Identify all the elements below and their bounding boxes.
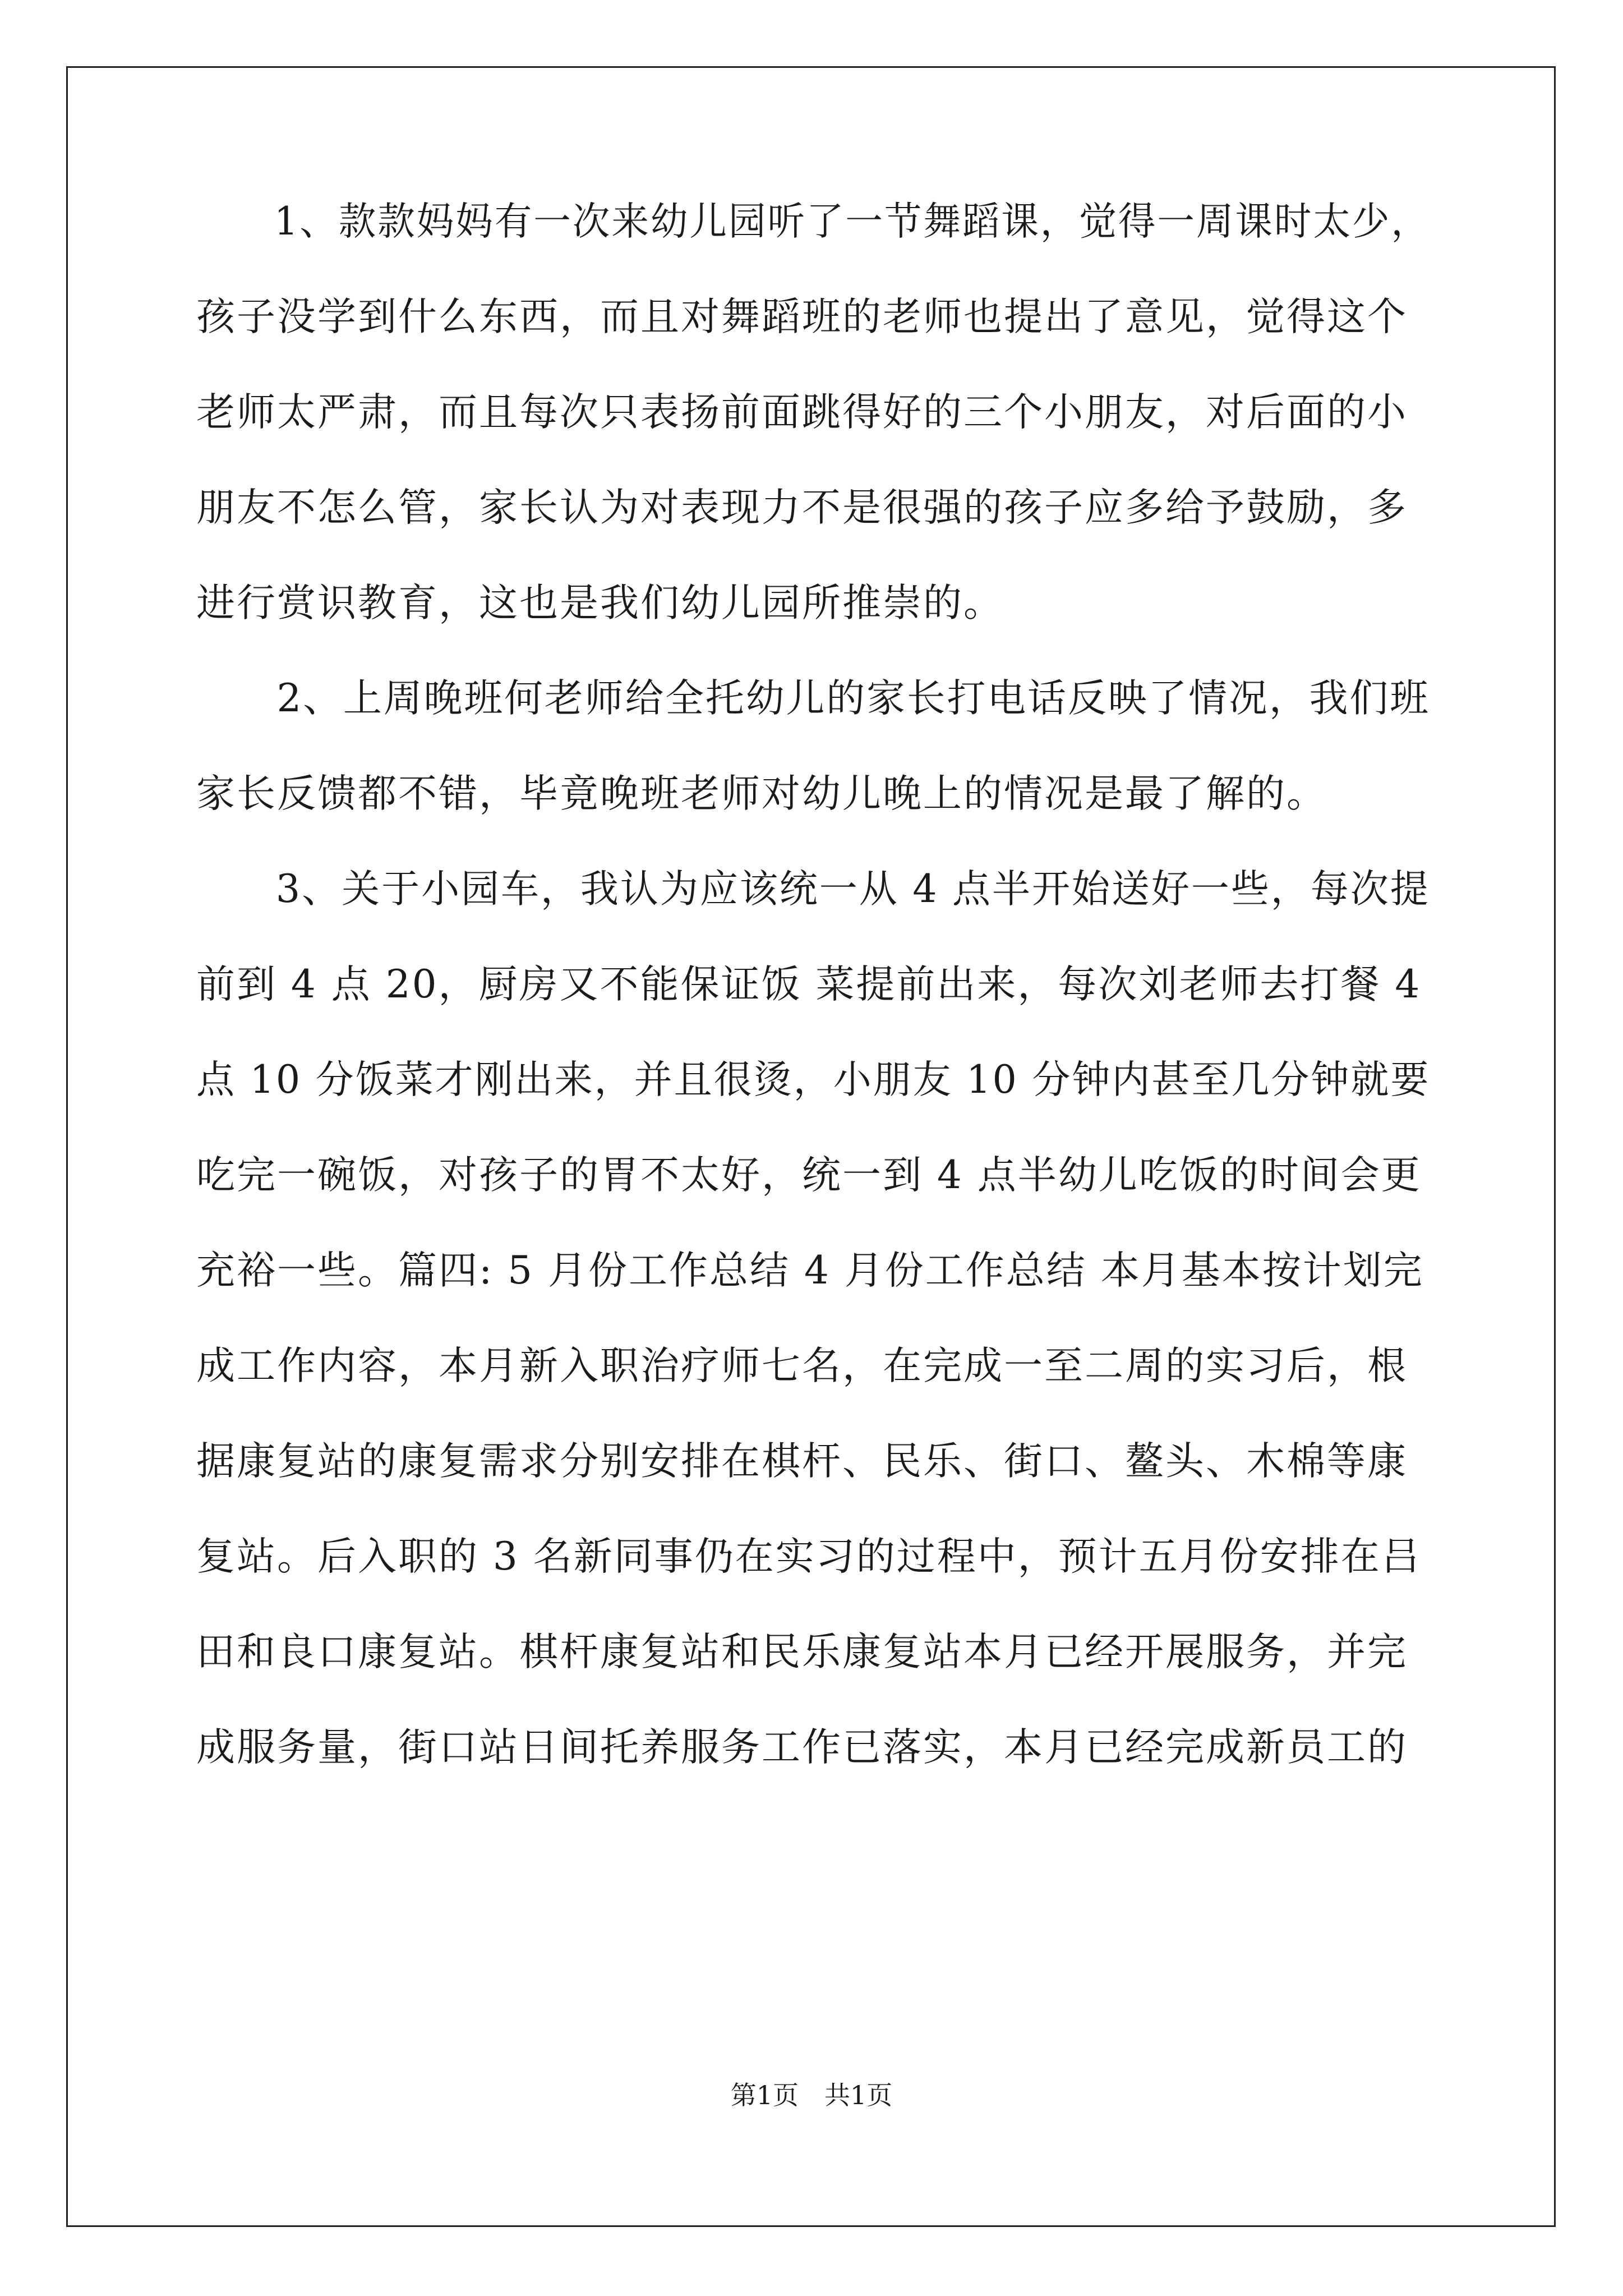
text-line: 3、关于小园车，我认为应该统一从 4 点半开始送好一些，每次提 — [196, 867, 1430, 912]
text-line: 老师太严肃，而且每次只表扬前面跳得好的三个小朋友，对后面的小 — [196, 390, 1408, 435]
text-line: 复站。后入职的 3 名新同事仍在实习的过程中，预计五月份安排在吕 — [196, 1534, 1422, 1579]
text-line: 前到 4 点 20，厨房又不能保证饭 菜提前出来，每次刘老师去打餐 4 — [196, 962, 1422, 1007]
text-line: 1、款款妈妈有一次来幼儿园听了一节舞蹈课，觉得一周课时太少， — [196, 199, 1430, 244]
text-line: 进行赏识教育，这也是我们幼儿园所推崇的。 — [196, 581, 1004, 625]
text-line: 孩子没学到什么东西，而且对舞蹈班的老师也提出了意见，觉得这个 — [196, 295, 1408, 339]
text-line: 成服务量，街口站日间托养服务工作已落实，本月已经完成新员工的 — [196, 1725, 1408, 1770]
text-line: 朋友不怎么管，家长认为对表现力不是很强的孩子应多给予鼓励，多 — [196, 485, 1408, 530]
text-line: 据康复站的康复需求分别安排在棋杆、民乐、街口、鳌头、木棉等康 — [196, 1439, 1408, 1484]
text-line: 吃完一碗饭，对孩子的胃不太好，统一到 4 点半幼儿吃饭的时间会更 — [196, 1153, 1422, 1198]
text-line: 家长反馈都不错，毕竟晚班老师对幼儿晚上的情况是最了解的。 — [196, 771, 1327, 816]
text-line: 2、上周晚班何老师给全托幼儿的家长打电话反映了情况，我们班 — [196, 676, 1430, 721]
page-number-footer: 第1页 共1页 — [730, 2080, 893, 2110]
text-line: 田和良口康复站。棋杆康复站和民乐康复站本月已经开展服务，并完 — [196, 1630, 1408, 1674]
text-line: 成工作内容，本月新入职治疗师七名，在完成一至二周的实习后，根 — [196, 1343, 1408, 1388]
text-line: 充裕一些。篇四: 5 月份工作总结 4 月份工作总结 本月基本按计划完 — [196, 1248, 1424, 1293]
text-line: 点 10 分饭菜才刚出来，并且很烫，小朋友 10 分钟内甚至几分钟就要 — [196, 1057, 1431, 1102]
